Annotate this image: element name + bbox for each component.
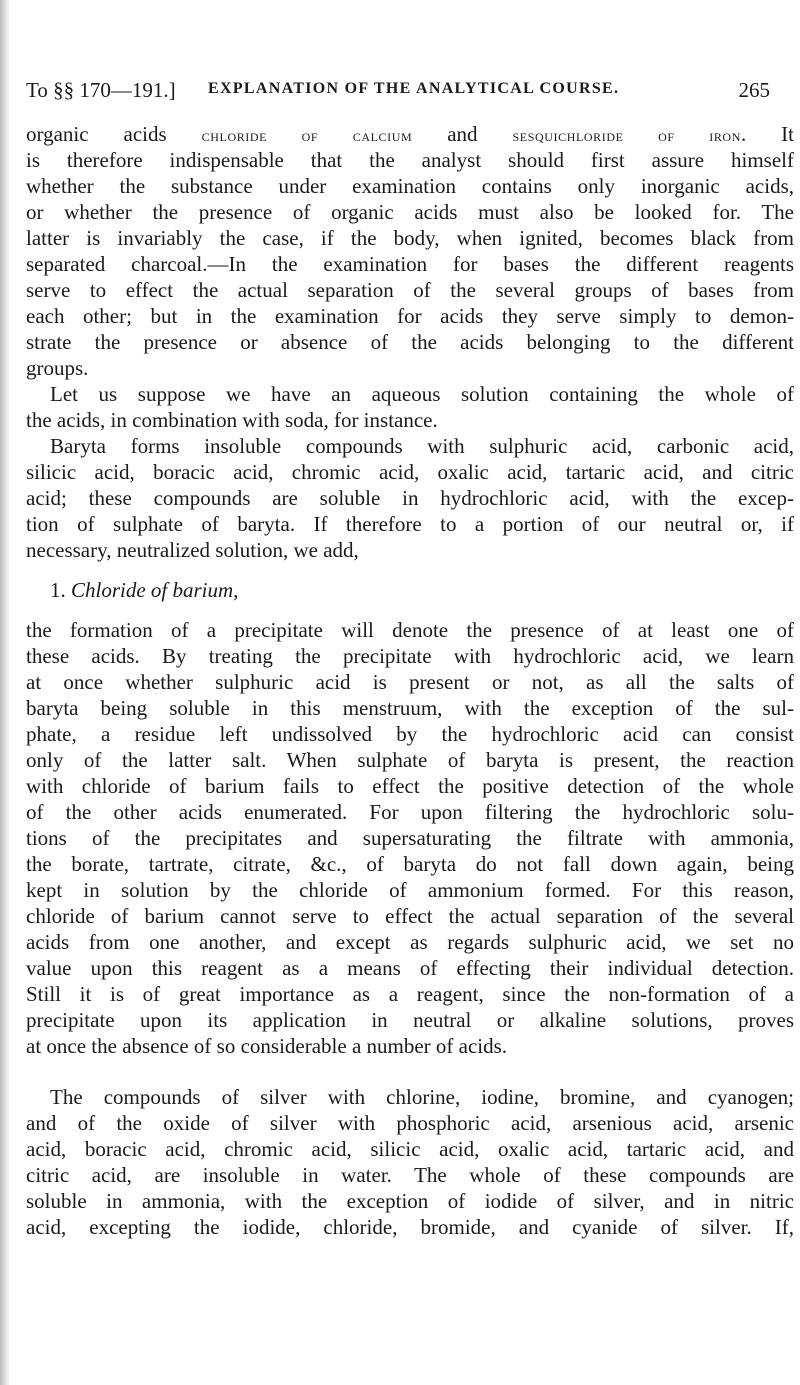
- text-line: at once whether sulphuric acid is present or not, as all the salts of: [26, 670, 794, 694]
- text-line: these acids. By treating the precipitate with hydrochloric acid, we learn: [26, 644, 794, 668]
- reagent-item: [50, 577, 238, 603]
- text-line: kept in solution by the chloride of ammonium formed. For this reason,: [26, 878, 794, 902]
- reagent-name: Chloride of barium,: [71, 578, 239, 602]
- small-caps-term: sesquichloride of iron: [512, 126, 741, 145]
- text-line: acid; these compounds are soluble in hydrochloric acid, with the excep-: [26, 486, 794, 510]
- text-line: phate, a residue left undissolved by the hydrochloric acid can consist: [26, 722, 794, 746]
- text-line: groups.: [26, 356, 89, 380]
- text-line: baryta being soluble in this menstruum, with the exception of the sul-: [26, 696, 794, 720]
- text-line: Still it is of great importance as a reagent, since the non-formation of a: [26, 982, 794, 1006]
- text-line: the formation of a precipitate will denote the presence of at least one of: [26, 618, 794, 642]
- text-line: value upon this reagent as a means of effecting their individual detection.: [26, 956, 794, 980]
- text-line: citric acid, are insoluble in water. The whole of these compounds are: [26, 1163, 794, 1187]
- text-line: and of the oxide of silver with phosphoric acid, arsenious acid, arsenic: [26, 1111, 794, 1135]
- text-line: The compounds of silver with chlorine, iodine, bromine, and cyanogen;: [50, 1085, 794, 1109]
- text-line: separated charcoal.—In the examination for bases the different reagents: [26, 252, 794, 276]
- text-line: of the other acids enumerated. For upon filtering the hydrochloric solu-: [26, 800, 794, 824]
- text-line: Baryta forms insoluble compounds with sulphuric acid, carbonic acid,: [50, 434, 794, 458]
- text-line: precipitate upon its application in neutral or alkaline solutions, proves: [26, 1008, 794, 1032]
- text-line: is therefore indispensable that the analyst should first assure himself: [26, 148, 794, 172]
- text-line: tions of the precipitates and supersaturating the filtrate with ammonia,: [26, 826, 794, 850]
- text-line: silicic acid, boracic acid, chromic acid, oxalic acid, tartaric acid, and citric: [26, 460, 794, 484]
- text-line: necessary, neutralized solution, we add,: [26, 538, 359, 562]
- text-line: tion of sulphate of baryta. If therefore to a portion of our neutral or, if: [26, 512, 794, 536]
- text-line: whether the substance under examination contains only inorganic acids,: [26, 174, 794, 198]
- running-title: EXPLANATION OF THE ANALYTICAL COURSE.: [208, 80, 620, 97]
- page-edge-shadow: [0, 0, 10, 1385]
- text-line: only of the latter salt. When sulphate of baryta is present, the reaction: [26, 748, 794, 772]
- text-line: the borate, tartrate, citrate, &c., of baryta do not fall down again, being: [26, 852, 794, 876]
- text-line: soluble in ammonia, with the exception of iodide of silver, and in nitric: [26, 1189, 794, 1213]
- text-line: strate the presence or absence of the acids belonging to the different: [26, 330, 794, 354]
- text-line: the acids, in combination with soda, for instance.: [26, 408, 438, 432]
- text-line: Let us suppose we have an aqueous solution containing the whole of: [50, 382, 794, 406]
- text-line: latter is invariably the case, if the body, when ignited, becomes black from: [26, 226, 794, 250]
- text-line: chloride of barium cannot serve to effect the actual separation of the several: [26, 904, 794, 928]
- reagent-number: 1.: [50, 578, 66, 602]
- page-number: 265: [738, 78, 770, 102]
- text-line: with chloride of barium fails to effect the positive detection of the whole: [26, 774, 794, 798]
- text-line: serve to effect the actual separation of the several groups of bases from: [26, 278, 794, 302]
- text-line: at once the absence of so considerable a number of acids.: [26, 1034, 508, 1058]
- text-line: each other; but in the examination for acids they serve simply to demon-: [26, 304, 794, 328]
- small-caps-term: chloride of calcium: [201, 126, 413, 145]
- text-line: acid, boracic acid, chromic acid, silicic acid, oxalic acid, tartaric acid, and: [26, 1137, 794, 1161]
- text-line: acid, excepting the iodide, chloride, bromide, and cyanide of silver. If,: [26, 1215, 794, 1239]
- running-header: [26, 78, 796, 106]
- text-line: acids from one another, and except as regards sulphuric acid, we set no: [26, 930, 794, 954]
- text-line: organic acids chloride of calcium and sesquichloride of iron. It: [26, 122, 794, 146]
- section-reference: To §§ 170—191.]: [26, 78, 176, 102]
- text-line: or whether the presence of organic acids must also be looked for. The: [26, 200, 794, 224]
